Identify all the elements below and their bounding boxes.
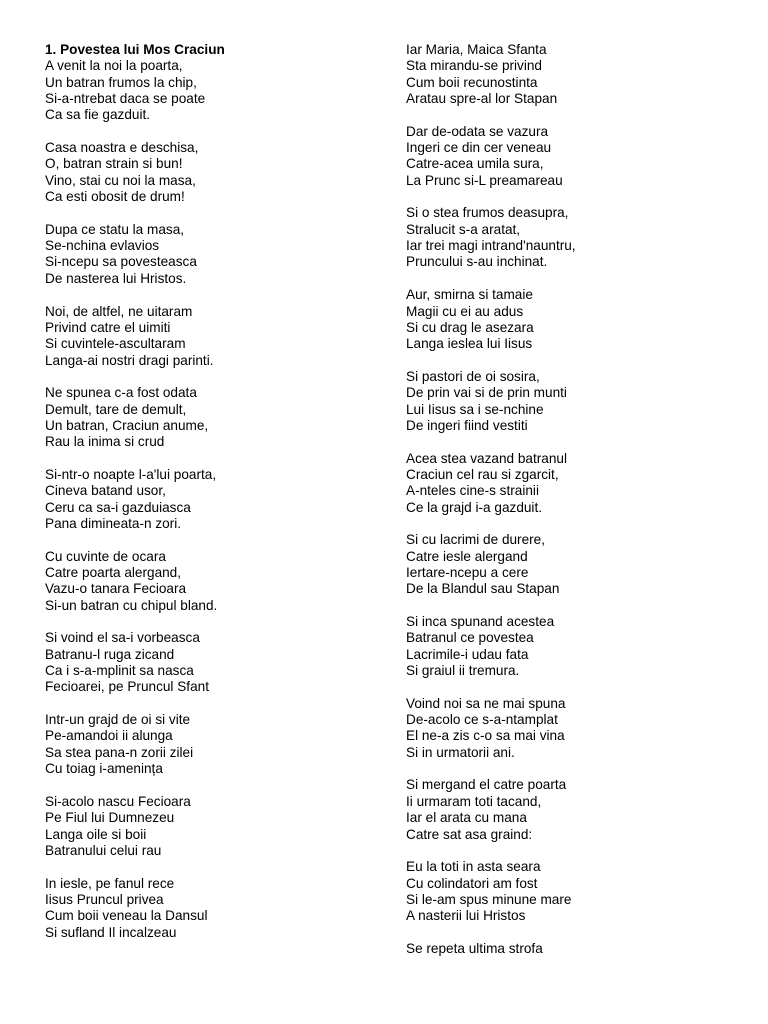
poem-line: Si-ncepu sa povesteasca [45,254,197,270]
poem-line: Si cu drag le asezara [406,319,534,335]
poem-line: Pruncului s-au inchinat. [406,254,548,270]
stanza [45,304,375,369]
poem-line: Stralucit s-a aratat, [406,221,521,237]
poem-line: A nasterii lui Hristos [406,908,526,924]
poem-line: Si sufland Il incalzeau [45,924,177,940]
poem-line: De prin vai si de prin munti [406,385,567,401]
poem-line: Iar Maria, Maica Sfanta [406,42,547,57]
poem-line: Cineva batand usor, [45,483,166,499]
poem-line: Si voind el sa-i vorbeasca [45,630,200,646]
poem-line: Se repeta ultima strofa [406,940,543,956]
poem-line: La Prunc si-L preamareau [406,172,563,188]
poem-line: Pana dimineata-n zori. [45,515,182,531]
poem-line: Un batran, Craciun anume, [45,417,209,433]
stanza [45,58,375,123]
poem-line: Si in urmatorii ani. [406,744,515,760]
poem-line: Ca esti obosit de drum! [45,189,185,205]
stanza [45,712,375,777]
stanza [45,385,375,450]
poem-line: Si-un batran cu chipul bland. [45,597,218,613]
poem-line: Si cu lacrimi de durere, [406,532,546,548]
poem-line: Iar trei magi intrand'nauntru, [406,238,576,254]
poem-line: Cu colindatori am fost [406,875,538,891]
stanza [406,451,746,516]
stanza [406,369,746,434]
right-stanzas [406,42,746,957]
poem-line: Intr-un grajd de oi si vite [45,712,191,728]
poem-line: Catre iesle alergand [406,548,528,564]
poem-line: Fecioarei, pe Pruncul Sfant [45,679,209,695]
stanza [406,205,746,270]
poem-line: A venit la noi la poarta, [45,58,183,74]
poem-line: Si inca spunand acestea [406,614,555,630]
poem-line: Un batran frumos la chip, [45,74,197,90]
poem-line: Lacrimile-i udau fata [406,646,529,662]
poem-line: Sta mirandu-se privind [406,58,542,74]
poem-line: Eu la toti in asta seara [406,859,541,875]
poem-line: Si pastori de oi sosira, [406,368,540,384]
stanza [406,287,746,352]
left-stanzas [45,58,375,941]
stanza [406,859,746,924]
poem-line: O, batran strain si bun! [45,156,183,172]
stanza [406,614,746,679]
poem-line: Langa oile si boii [45,826,147,842]
poem-line: Si mergand el catre poarta [406,777,567,793]
poem-line: De-acolo ce s-a-ntamplat [406,712,558,728]
poem-line: Si o stea frumos deasupra, [406,205,569,221]
poem-line: Lui Iisus sa i se-nchine [406,401,544,417]
stanza [406,124,746,189]
poem-line: Si le-am spus minune mare [406,891,572,907]
poem-line: Pe Fiul lui Dumnezeu [45,810,175,826]
poem-line: Voind noi sa ne mai spuna [406,695,566,711]
poem-line: Batranul ce povestea [406,630,534,646]
poem-line: Batranu-l ruga zicand [45,646,175,662]
stanza [45,467,375,532]
poem-line: Cu toiag i-amenința [45,761,163,777]
poem-line: Ceru ca sa-i gazduiasca [45,499,191,515]
poem-line: Ca i s-a-mplinit sa nasca [45,663,194,679]
poem-line: Sa stea pana-n zorii zilei [45,744,194,760]
poem-line: De ingeri fiind vestiti [406,417,528,433]
poem-line: Pe-amandoi ii alunga [45,728,173,744]
stanza [45,222,375,287]
poem-title: 1. Povestea lui Mos Craciun [45,42,225,57]
poem-line: Casa noastra e deschisa, [45,140,199,156]
poem-line: Si cuvintele-ascultaram [45,336,186,352]
stanza [406,532,746,597]
stanza [406,777,746,842]
stanza [406,941,746,957]
poem-line: Dar de-odata se vazura [406,123,549,139]
stanza [45,549,375,614]
poem-line: Se-nchina evlavios [45,238,160,254]
poem-line: Iar el arata cu mana [406,810,527,826]
poem-line: Craciun cel rau si zgarcit, [406,466,559,482]
stanza [406,42,746,107]
poem-line: De la Blandul sau Stapan [406,581,560,597]
poem-line: Cu cuvinte de ocara [45,548,166,564]
poem-line: Aratau spre-al lor Stapan [406,91,558,107]
stanza [45,140,375,205]
poem-line: Demult, tare de demult, [45,401,187,417]
poem-line: Vazu-o tanara Fecioara [45,581,187,597]
poem-line: Catre poarta alergand, [45,565,182,580]
poem-line: Acea stea vazand batranul [406,450,567,466]
poem-line: Langa ieslea lui Iisus [406,336,533,352]
poem-line: Si-ntr-o noapte l-a'lui poarta, [45,466,217,482]
poem-line: Si-a-ntrebat daca se poate [45,91,206,107]
poem-line: Aur, smirna si tamaie [406,287,533,303]
stanza [45,794,375,859]
left-column [45,42,375,957]
stanza [406,696,746,761]
poem-line: Catre-acea umila sura, [406,156,544,172]
poem-line: Ce la grajd i-a gazduit. [406,499,543,515]
poem-line: Vino, stai cu noi la masa, [45,172,196,188]
poem-line: El ne-a zis c-o sa mai vina [406,728,565,744]
poem-line: Iertare-ncepu a cere [406,565,529,580]
poem-line: Dupa ce statu la masa, [45,221,185,237]
poem-line: Noi, de altfel, ne uitaram [45,303,193,319]
poem-line: Si graiul ii tremura. [406,663,520,679]
poem-line: Langa-ai nostri dragi parinti. [45,352,214,368]
stanza [45,876,375,941]
poem-line: De nasterea lui Hristos. [45,270,187,286]
poem-line: Magii cu ei au adus [406,303,524,319]
poem-line: In iesle, pe fanul rece [45,875,175,891]
stanza [45,630,375,695]
poem-line: Rau la inima si crud [45,434,165,450]
poem-line: Privind catre el uimiti [45,319,171,335]
poem-line: Catre sat asa graind: [406,826,533,842]
poem-line: Cum boii veneau la Dansul [45,908,208,924]
poem-line: Ne spunea c-a fost odata [45,385,197,401]
poem-line: Ca sa fie gazduit. [45,107,151,123]
poem-line: Ingeri ce din cer veneau [406,140,552,156]
poem-line: A-nteles cine-s strainii [406,483,539,499]
poem-line: Batranului celui rau [45,842,162,858]
poem-line: Iisus Pruncul privea [45,891,164,907]
right-column [406,42,746,974]
poem-line: Cum boii recunostinta [406,74,538,90]
poem-line: Ii urmaram toti tacand, [406,793,542,809]
poem-line: Si-acolo nascu Fecioara [45,793,191,809]
